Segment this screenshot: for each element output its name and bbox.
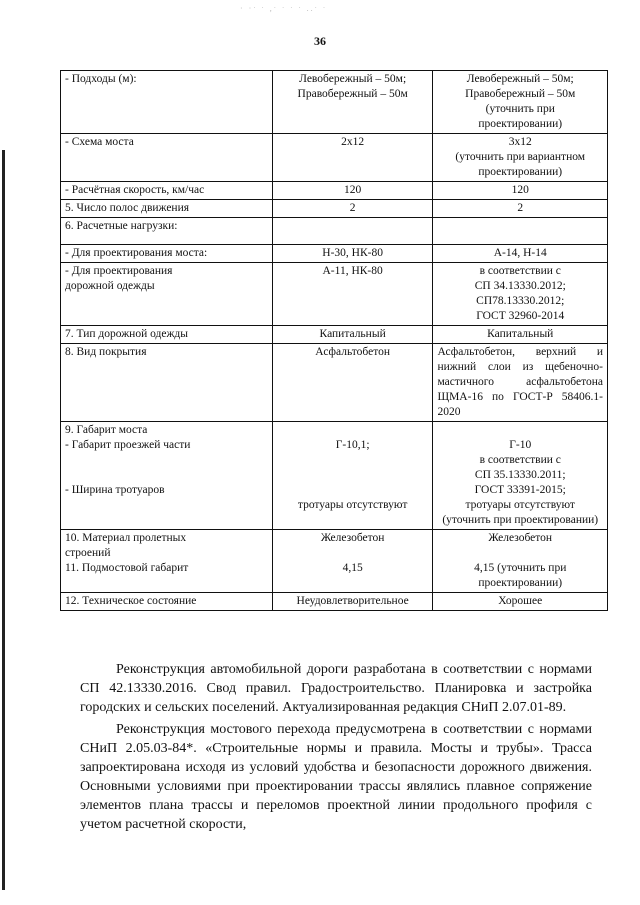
cell-line: Левобережный – 50м;: [299, 73, 407, 85]
cell-line: Н-30, НК-80: [322, 247, 383, 259]
body-text: [80, 660, 592, 837]
table-cell-c3: [433, 263, 608, 326]
table-row: [61, 134, 608, 182]
table-cell-c2: [272, 71, 433, 134]
cell-line: Правобережный – 50м: [465, 88, 576, 100]
table-cell-c1: [61, 263, 273, 326]
table-cell-c3: [433, 182, 608, 200]
cell-line: Железобетон: [488, 532, 553, 544]
cell-line: А-11, НК-80: [322, 265, 383, 277]
cell-line: - Схема моста: [65, 136, 134, 148]
table-cell-c1: [61, 134, 273, 182]
table-row: [61, 200, 608, 218]
scan-artifact: · ·ˑ ˑ ,ˑ ˑ ˑ ˑ ..ˑ ˑ: [240, 4, 328, 13]
table-cell-c1: [61, 218, 273, 245]
table-cell-c3: [433, 245, 608, 263]
cell-line: Правобережный – 50м: [297, 88, 408, 100]
table-cell-c1: [61, 530, 273, 593]
table-cell-c3: [433, 422, 608, 530]
cell-line: ГОСТ 32960-2014: [476, 310, 565, 322]
cell-line: дорожной одежды: [65, 280, 155, 292]
cell-line: (уточнить при вариантном: [455, 151, 586, 163]
table-cell-c1: [61, 593, 273, 611]
cell-line: в соответствии с: [479, 454, 561, 466]
cell-line: (уточнить при проектировании): [442, 514, 599, 526]
table-cell-c3: [433, 530, 608, 593]
cell-line: - Ширина тротуаров: [65, 484, 165, 496]
table-cell-c2: [272, 218, 433, 245]
table-cell-c1: [61, 245, 273, 263]
cell-line: 12. Техническое состояние: [65, 595, 197, 607]
cell-line: - Подходы (м):: [65, 73, 137, 85]
table-cell-c3: [433, 200, 608, 218]
cell-line: строений: [65, 547, 111, 559]
cell-line: [277, 468, 429, 483]
table-cell-c3: [433, 134, 608, 182]
cell-line: ГОСТ 33391-2015;: [474, 484, 566, 496]
cell-line: проектировании): [478, 577, 563, 589]
cell-line: Асфальтобетон: [315, 346, 390, 358]
table-cell-c1: [61, 182, 273, 200]
table-row: [61, 263, 608, 326]
cell-line: [437, 219, 603, 234]
cell-line: [437, 546, 603, 561]
cell-line: [437, 423, 603, 438]
cell-line: проектировании): [478, 118, 563, 130]
cell-line: А-14, Н-14: [493, 247, 547, 259]
cell-line: 11. Подмостовой габарит: [65, 562, 189, 574]
cell-line: проектировании): [478, 166, 563, 178]
cell-line: Неудовлетворительное: [296, 595, 409, 607]
table-row: [61, 326, 608, 344]
table-cell-c2: [272, 530, 433, 593]
cell-line: в соответствии с: [479, 265, 561, 277]
cell-line: (уточнить при: [485, 103, 555, 115]
table-cell-c2: [272, 134, 433, 182]
table-cell-c2: [272, 344, 433, 422]
page-number: 36: [314, 34, 326, 48]
cell-line: [277, 219, 429, 234]
cell-line: СП78.13330.2012;: [476, 295, 565, 307]
table-cell-c3: [433, 218, 608, 245]
table-cell-c3: [433, 344, 608, 422]
paragraph: Реконструкция мостового перехода предусмотрена в соответствии с нормами СНиП 2.05.03-84*. «Строительные нормы и правила. Мосты и трубы». Трасса запроектирована исходя из условий удобства и безопасности дорожного движения. Основными условиями при проектировании трассы являлись плавное сопряжение элементов плана трассы и переломов проектной линии продольного профиля с учетом расчетной скорости,: [80, 722, 592, 832]
cell-line: Асфальтобетон, верхний и нижний слои из щебеночно-мастичного асфальтобетона ЩМА-16 по ГОСТ-Р 58406.1-2020: [437, 346, 603, 418]
cell-line: 120: [344, 184, 362, 196]
cell-line: [65, 468, 268, 483]
cell-line: 120: [511, 184, 529, 196]
table-cell-c2: [272, 200, 433, 218]
table-cell-c1: [61, 326, 273, 344]
cell-line: Хорошее: [498, 595, 543, 607]
cell-line: Левобережный – 50м;: [466, 73, 574, 85]
cell-line: 5. Число полос движения: [65, 202, 190, 214]
table-row: [61, 245, 608, 263]
table-cell-c1: [61, 422, 273, 530]
cell-line: 4,15: [342, 562, 363, 574]
table-cell-c2: [272, 263, 433, 326]
cell-line: [277, 546, 429, 561]
cell-line: 10. Материал пролетных: [65, 532, 187, 544]
cell-line: тротуары отсутствуют: [465, 499, 575, 511]
table-row: [61, 593, 608, 611]
cell-line: 2: [349, 202, 356, 214]
bridge-spec-table: [60, 70, 608, 611]
table-cell-c2: [272, 182, 433, 200]
cell-line: Г-10: [509, 439, 532, 451]
table-cell-c3: [433, 71, 608, 134]
cell-line: Г-10,1;: [335, 439, 370, 451]
cell-line: 3х12: [508, 136, 532, 148]
cell-line: 8. Вид покрытия: [65, 346, 147, 358]
cell-line: 2: [517, 202, 524, 214]
cell-line: - Для проектирования моста:: [65, 247, 208, 259]
table-row: [61, 422, 608, 530]
table-cell-c2: [272, 245, 433, 263]
table-cell-c2: [272, 326, 433, 344]
cell-line: [65, 453, 268, 468]
cell-line: Капитальный: [487, 328, 554, 340]
table-row: [61, 344, 608, 422]
cell-line: [277, 453, 429, 468]
table-cell-c3: [433, 593, 608, 611]
cell-line: - Расчётная скорость, км/час: [65, 184, 205, 196]
cell-line: - Габарит проезжей части: [65, 439, 191, 451]
table-cell-c2: [272, 422, 433, 530]
cell-line: - Для проектирования: [65, 265, 173, 277]
cell-line: тротуары отсутствуют: [297, 499, 408, 511]
table-row: [61, 218, 608, 245]
table-cell-c3: [433, 326, 608, 344]
cell-line: Железобетон: [320, 532, 385, 544]
cell-line: 9. Габарит моста: [65, 424, 148, 436]
cell-line: [277, 423, 429, 438]
table-row: [61, 182, 608, 200]
table-row: [61, 530, 608, 593]
cell-line: [277, 483, 429, 498]
cell-line: Капитальный: [319, 328, 386, 340]
cell-line: 2х12: [341, 136, 365, 148]
scan-edge-line: [2, 150, 5, 890]
cell-line: 4,15 (уточнить при: [474, 562, 567, 574]
table-row: [61, 71, 608, 134]
paragraph: Реконструкция автомобильной дороги разработана в соответствии с нормами СП 42.13330.2016. Свод правил. Градостроительство. Планировка и застройка городских и сельских поселений. Актуализированная редакция СНиП 2.07.01-89.: [80, 662, 592, 715]
table-cell-c1: [61, 344, 273, 422]
table-cell-c1: [61, 200, 273, 218]
cell-line: 6. Расчетные нагрузки:: [65, 220, 178, 232]
cell-line: СП 35.13330.2011;: [474, 469, 566, 481]
table-cell-c2: [272, 593, 433, 611]
cell-line: 7. Тип дорожной одежды: [65, 328, 189, 340]
cell-line: СП 34.13330.2012;: [474, 280, 566, 292]
table-cell-c1: [61, 71, 273, 134]
